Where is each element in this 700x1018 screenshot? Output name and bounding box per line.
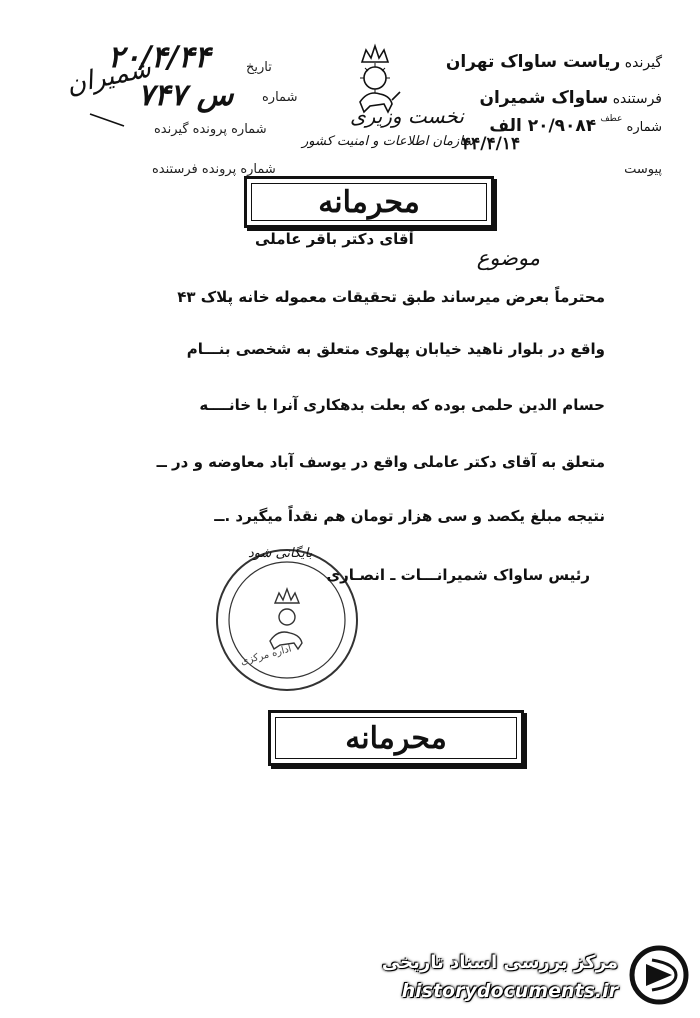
watermark-url: historydocuments.ir	[401, 980, 618, 1002]
body-line-4: متعلق به آقای دکتر عاملی واقع در یوسف آباد معاوضه و در ــ	[156, 453, 605, 471]
left-number-value: ۷۴۷ س	[138, 78, 234, 113]
handwritten-stroke	[88, 110, 128, 130]
subject-value: آقای دکتر باقر عاملی	[255, 230, 414, 248]
classification-text-bottom: محرمانه	[345, 720, 447, 756]
body-line-3: حسام الدین حلمی بوده که بعلت بدهکاری آنرا با خانــــه	[199, 396, 605, 414]
seal-text: اداره مرکزی	[239, 643, 293, 668]
body-line-1: محترماً بعرض میرساند طبق تحقیقات معموله خانه پلاک ۴۳	[177, 288, 605, 306]
classification-stamp	[244, 176, 494, 228]
left-number-label: شماره	[262, 90, 298, 105]
date-label: تاریخ	[246, 60, 272, 75]
classification-stamp-bottom	[268, 710, 524, 766]
handwritten-note: شمیران	[63, 53, 154, 101]
stamp-inner-border	[251, 183, 487, 221]
number-value: ۲۰/۹۰۸۴ الف	[489, 116, 597, 136]
watermark-name: مرکز بررسی اسناد تاریخی	[381, 952, 618, 973]
stamp-inner-border-bottom	[275, 717, 517, 759]
recipient-value: ریاست ساواک تهران	[445, 52, 621, 72]
recipient-label: گیرنده	[624, 55, 662, 71]
sender-value: ساواک شمیران	[479, 88, 609, 108]
seal-handwriting: بایگانی شود	[248, 546, 313, 561]
number-label: شماره	[626, 120, 662, 135]
subject-label: موضوع	[476, 246, 540, 270]
attachment-label: پیوست	[624, 162, 662, 177]
recipient-field	[446, 52, 662, 72]
classification-text: محرمانه	[318, 184, 420, 220]
watermark-logo-icon	[628, 944, 690, 1006]
number-prefix: عطف	[600, 114, 623, 124]
body-line-2: واقع در بلوار ناهید خیابان پهلوی متعلق به شخصی بنـــام	[186, 340, 605, 358]
date-value: ۲۰/۴/۴۴	[108, 40, 211, 75]
sender-field	[479, 88, 662, 108]
org-subtitle: سازمان اطلاعات و امنیت کشور	[302, 134, 475, 149]
signature: رئیس ساواک شمیرانـــات ـ انصـاری	[326, 566, 590, 584]
number-field	[489, 116, 662, 136]
body-line-5: نتیجه مبلغ یکصد و سی هزار تومان هم نقداً میگیرد .ــ	[214, 507, 605, 525]
org-name: نخست وزیری	[350, 104, 464, 128]
sender-file-label: شماره پرونده فرستنده	[152, 162, 276, 177]
recipient-file-label: شماره پرونده گیرنده	[154, 122, 267, 137]
sender-label: فرستنده	[612, 91, 662, 107]
number-date: ۴۴/۴/۱۴	[462, 134, 521, 154]
